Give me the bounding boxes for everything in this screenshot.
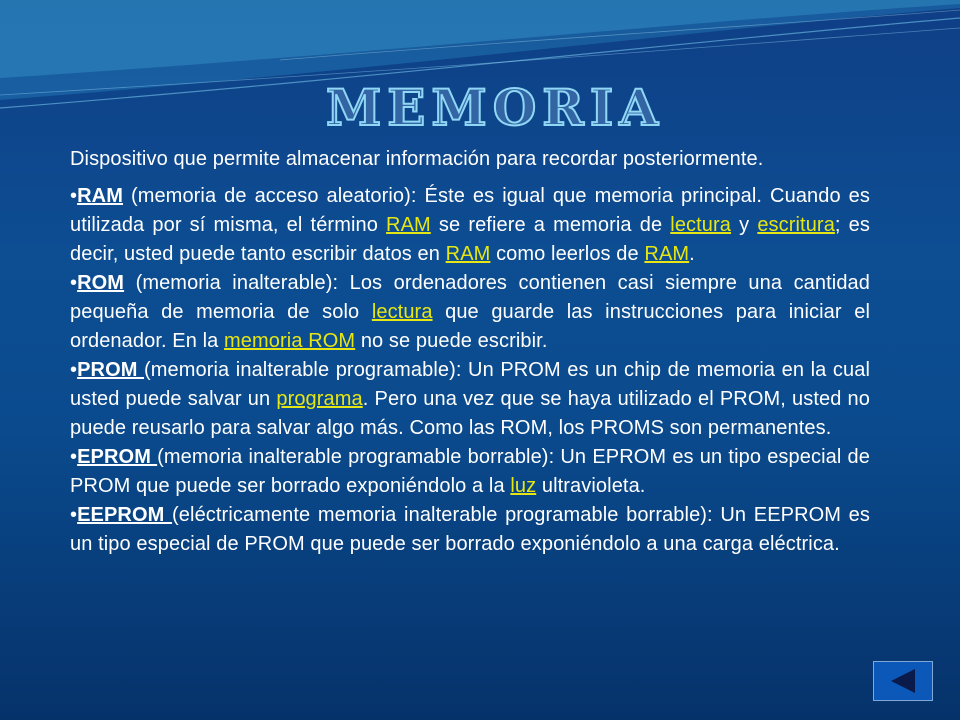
term-ram[interactable]: RAM: [77, 185, 123, 207]
intro-text: Dispositivo que permite almacenar información para recordar posteriormente.: [70, 148, 764, 170]
list-item-eprom: •EPROM (memoria inalterable programable borrable): Un EPROM es un tipo especial de PROM que puede ser borrado exponiéndolo a la luz ultravioleta.: [70, 446, 870, 497]
link-lectura[interactable]: lectura: [371, 301, 433, 323]
slide-content: [70, 145, 870, 559]
bullet: •: [70, 504, 78, 526]
slide-title: MEMORIA: [325, 78, 665, 137]
list-item-prom: •PROM (memoria inalterable programable): Un PROM es un chip de memoria en la cual usted puede salvar un programa. Pero una vez que se haya utilizado el PROM, usted no puede reusarlo para salvar algo más. Como las ROM, los PROMS son permanentes.: [70, 359, 870, 439]
triangle-left-icon: [888, 667, 918, 695]
term-prom[interactable]: PROM: [77, 359, 145, 381]
link-ram[interactable]: RAM: [644, 243, 690, 265]
link-ram[interactable]: RAM: [445, 243, 491, 265]
link-escritura[interactable]: escritura: [757, 214, 835, 236]
term-eprom[interactable]: EPROM: [77, 446, 158, 468]
bullet: •: [70, 185, 78, 207]
bullet: •: [70, 272, 78, 294]
list-item-rom: •ROM (memoria inalterable): Los ordenadores contienen casi siempre una cantidad pequeña de memoria de solo lectura que guarde las instrucciones para iniciar el ordenador. En la memoria ROM no se puede escribir.: [70, 272, 870, 352]
link-lectura[interactable]: lectura: [670, 214, 732, 236]
bullet: •: [70, 359, 78, 381]
bullet: •: [70, 446, 78, 468]
link-memoria-rom[interactable]: memoria ROM: [224, 330, 356, 352]
link-luz[interactable]: luz: [510, 475, 537, 497]
back-button[interactable]: [873, 661, 933, 701]
list-item-eeprom: •EEPROM (eléctricamente memoria inalterable programable borrable): Un EEPROM es un tipo especial de PROM que puede ser borrado exponiéndolo a una carga eléctrica.: [70, 504, 871, 555]
link-ram[interactable]: RAM: [386, 214, 431, 236]
link-programa[interactable]: programa: [276, 388, 363, 410]
term-rom[interactable]: ROM: [77, 272, 125, 294]
list-item-ram: •RAM (memoria de acceso aleatorio): Éste es igual que memoria principal. Cuando es utilizada por sí misma, el término RAM se refiere a memoria de lectura y escritura; es decir, usted puede tanto escribir datos en RAM como leerlos de RAM.: [70, 185, 871, 265]
term-eeprom[interactable]: EEPROM: [77, 504, 173, 526]
